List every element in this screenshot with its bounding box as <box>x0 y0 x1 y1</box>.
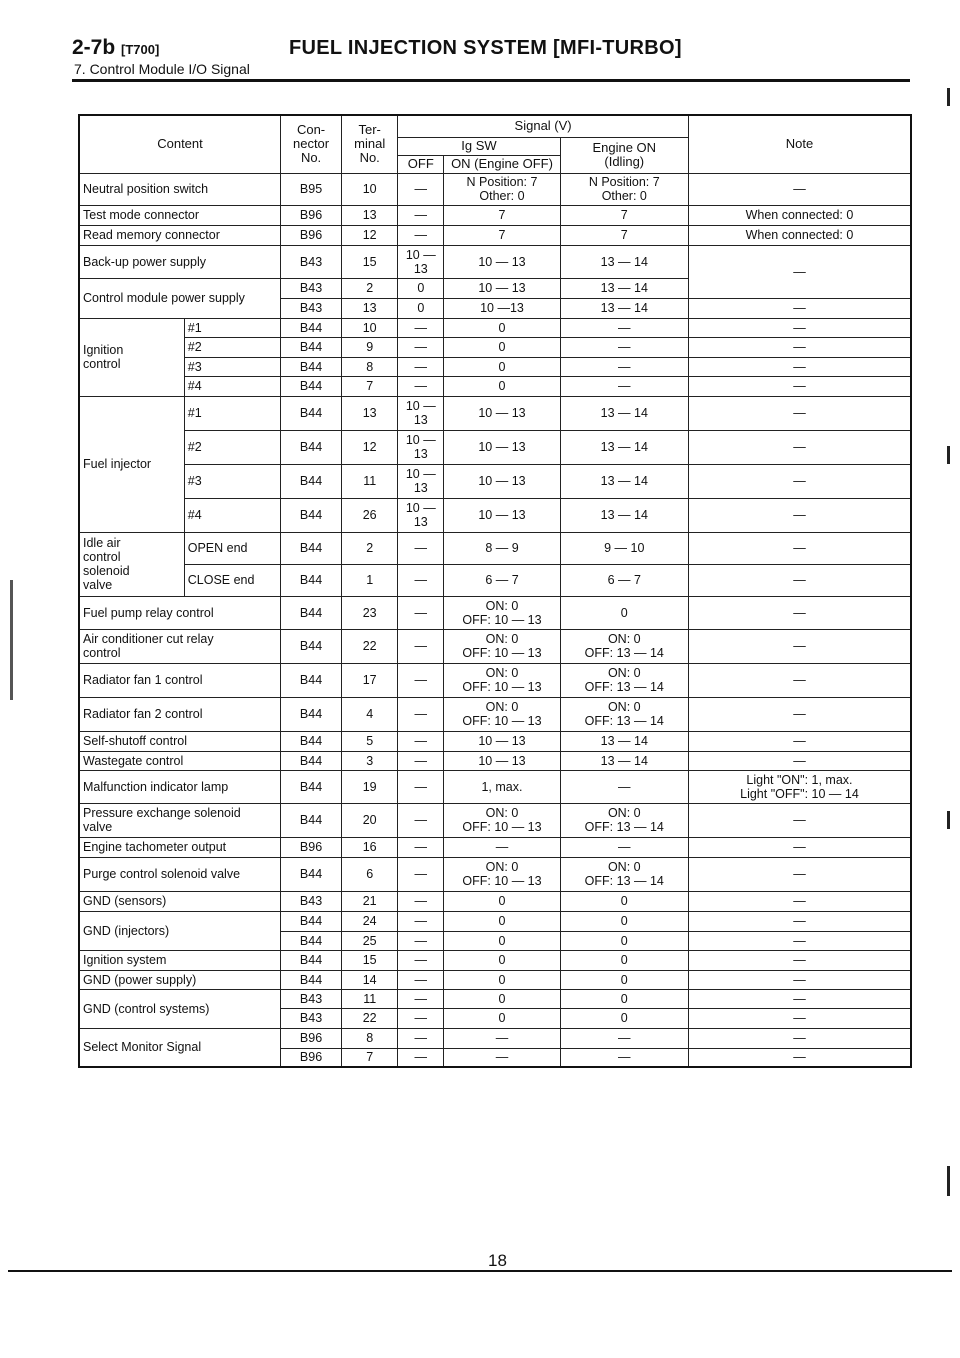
ig-on-cell: 0 <box>444 1008 560 1028</box>
ig-off-cell: 10 — 13 <box>398 245 444 278</box>
ig-off-cell: — <box>398 803 444 837</box>
note-cell: — <box>688 298 911 318</box>
header-connector: Con- nector No. <box>280 115 341 173</box>
ig-off-cell: — <box>398 911 444 931</box>
ig-on-cell: 7 <box>444 205 560 225</box>
ig-off-cell: — <box>398 1028 444 1048</box>
connector-cell: B44 <box>280 629 341 663</box>
terminal-cell: 7 <box>342 376 398 396</box>
terminal-cell: 10 <box>342 318 398 337</box>
note-cell: — <box>688 318 911 337</box>
connector-cell: B96 <box>280 1048 341 1067</box>
engine-on-cell: ON: 0 OFF: 13 — 14 <box>560 663 688 697</box>
connector-cell: B44 <box>280 596 341 629</box>
terminal-cell: 1 <box>342 564 398 596</box>
ig-on-cell: 10 — 13 <box>444 464 560 498</box>
table-row <box>79 357 911 376</box>
connector-cell: B44 <box>280 663 341 697</box>
engine-on-cell: 0 <box>560 891 688 911</box>
content-cell: Control module power supply <box>79 278 280 318</box>
ig-off-cell: — <box>398 751 444 770</box>
ig-off-cell: — <box>398 376 444 396</box>
ig-on-cell: 0 <box>444 931 560 950</box>
io-signal-table <box>78 114 912 1068</box>
note-cell: — <box>688 376 911 396</box>
ig-on-cell: ON: 0 OFF: 10 — 13 <box>444 596 560 629</box>
table-row <box>79 596 911 629</box>
table-row <box>79 911 911 931</box>
terminal-cell: 12 <box>342 225 398 245</box>
content-cell: Pressure exchange solenoid valve <box>79 803 280 837</box>
group-label: Fuel injector <box>79 396 184 532</box>
ig-on-cell: — <box>444 837 560 857</box>
sub-label: #1 <box>184 396 280 430</box>
engine-on-cell: 0 <box>560 931 688 950</box>
note-cell: — <box>688 396 911 430</box>
engine-on-cell: 13 — 14 <box>560 464 688 498</box>
note-cell: When connected: 0 <box>688 225 911 245</box>
ig-off-cell: 10 — 13 <box>398 498 444 532</box>
ig-off-cell: — <box>398 931 444 950</box>
sub-label: OPEN end <box>184 532 280 564</box>
ig-on-cell: 10 — 13 <box>444 498 560 532</box>
note-cell: — <box>688 532 911 564</box>
terminal-cell: 13 <box>342 298 398 318</box>
connector-cell: B96 <box>280 225 341 245</box>
ig-off-cell: — <box>398 318 444 337</box>
table-row <box>79 697 911 731</box>
engine-on-cell: ON: 0 OFF: 13 — 14 <box>560 857 688 891</box>
ig-off-cell: — <box>398 225 444 245</box>
scan-edge-mark <box>10 580 13 700</box>
note-cell: — <box>688 596 911 629</box>
note-cell: — <box>688 697 911 731</box>
table-row <box>79 245 911 278</box>
header-on-engine-off: ON (Engine OFF) <box>444 155 560 173</box>
note-cell: — <box>688 989 911 1008</box>
ig-off-cell: — <box>398 337 444 357</box>
ig-on-cell: 8 — 9 <box>444 532 560 564</box>
terminal-cell: 11 <box>342 464 398 498</box>
terminal-cell: 9 <box>342 337 398 357</box>
binder-mark <box>947 88 950 106</box>
header-terminal: Ter- minal No. <box>342 115 398 173</box>
page-title: FUEL INJECTION SYSTEM [MFI-TURBO] <box>289 37 682 59</box>
terminal-cell: 15 <box>342 245 398 278</box>
connector-cell: B43 <box>280 278 341 298</box>
engine-on-cell: — <box>560 1048 688 1067</box>
engine-on-cell: 0 <box>560 596 688 629</box>
terminal-cell: 11 <box>342 989 398 1008</box>
note-cell: — <box>688 931 911 950</box>
terminal-cell: 24 <box>342 911 398 931</box>
ig-off-cell: — <box>398 564 444 596</box>
binder-mark <box>947 1166 950 1196</box>
terminal-cell: 8 <box>342 1028 398 1048</box>
terminal-cell: 2 <box>342 532 398 564</box>
engine-on-cell: 0 <box>560 989 688 1008</box>
ig-on-cell: 6 — 7 <box>444 564 560 596</box>
table-row <box>79 337 911 357</box>
ig-on-cell: — <box>444 1028 560 1048</box>
table-row <box>79 731 911 751</box>
content-cell: Purge control solenoid valve <box>79 857 280 891</box>
note-cell: — <box>688 751 911 770</box>
table-row <box>79 663 911 697</box>
ig-on-cell: ON: 0 OFF: 10 — 13 <box>444 629 560 663</box>
terminal-cell: 23 <box>342 596 398 629</box>
table-row <box>79 498 911 532</box>
terminal-cell: 12 <box>342 430 398 464</box>
engine-on-cell: 0 <box>560 911 688 931</box>
group-label: Ignition control <box>79 318 184 396</box>
engine-on-cell: ON: 0 OFF: 13 — 14 <box>560 803 688 837</box>
table-row <box>79 629 911 663</box>
connector-cell: B43 <box>280 245 341 278</box>
engine-on-cell: 6 — 7 <box>560 564 688 596</box>
engine-on-cell: 13 — 14 <box>560 278 688 298</box>
connector-cell: B44 <box>280 770 341 803</box>
connector-cell: B44 <box>280 564 341 596</box>
table-row <box>79 532 911 564</box>
table-row <box>79 989 911 1008</box>
sub-label: #2 <box>184 337 280 357</box>
engine-on-cell: — <box>560 376 688 396</box>
note-cell: — <box>688 857 911 891</box>
connector-cell: B44 <box>280 376 341 396</box>
terminal-cell: 3 <box>342 751 398 770</box>
ig-off-cell: — <box>398 970 444 989</box>
ig-off-cell: — <box>398 697 444 731</box>
binder-mark <box>947 446 950 464</box>
ig-on-cell: 0 <box>444 337 560 357</box>
engine-on-cell: — <box>560 837 688 857</box>
content-cell: GND (control systems) <box>79 989 280 1028</box>
terminal-cell: 14 <box>342 970 398 989</box>
ig-off-cell: — <box>398 1048 444 1067</box>
header-rule <box>72 79 910 82</box>
connector-cell: B96 <box>280 837 341 857</box>
connector-cell: B96 <box>280 205 341 225</box>
ig-on-cell: 1, max. <box>444 770 560 803</box>
ig-on-cell: ON: 0 OFF: 10 — 13 <box>444 697 560 731</box>
table-row <box>79 837 911 857</box>
terminal-cell: 6 <box>342 857 398 891</box>
ig-off-cell: 0 <box>398 278 444 298</box>
terminal-cell: 20 <box>342 803 398 837</box>
ig-on-cell: 0 <box>444 318 560 337</box>
content-cell: Wastegate control <box>79 751 280 770</box>
connector-cell: B44 <box>280 464 341 498</box>
table-row <box>79 1028 911 1048</box>
ig-off-cell: — <box>398 950 444 970</box>
engine-on-cell: 13 — 14 <box>560 751 688 770</box>
ig-off-cell: — <box>398 663 444 697</box>
group-label: Idle air control solenoid valve <box>79 532 184 596</box>
ig-off-cell: — <box>398 731 444 751</box>
terminal-cell: 13 <box>342 396 398 430</box>
note-cell: — <box>688 663 911 697</box>
table-row <box>79 205 911 225</box>
connector-cell: B44 <box>280 337 341 357</box>
connector-cell: B44 <box>280 970 341 989</box>
note-cell: — <box>688 950 911 970</box>
engine-on-cell: — <box>560 770 688 803</box>
connector-cell: B43 <box>280 298 341 318</box>
ig-off-cell: — <box>398 173 444 205</box>
connector-cell: B44 <box>280 532 341 564</box>
sub-label: #4 <box>184 376 280 396</box>
ig-on-cell: 10 — 13 <box>444 430 560 464</box>
note-cell: — <box>688 891 911 911</box>
content-cell: GND (power supply) <box>79 970 280 989</box>
connector-cell: B44 <box>280 731 341 751</box>
connector-cell: B43 <box>280 1008 341 1028</box>
engine-on-cell: 13 — 14 <box>560 245 688 278</box>
terminal-cell: 10 <box>342 173 398 205</box>
engine-on-cell: — <box>560 357 688 376</box>
sub-label: #2 <box>184 430 280 464</box>
connector-cell: B44 <box>280 396 341 430</box>
header-off: OFF <box>398 155 444 173</box>
ig-on-cell: 0 <box>444 911 560 931</box>
terminal-cell: 26 <box>342 498 398 532</box>
ig-off-cell: 10 — 13 <box>398 396 444 430</box>
ig-off-cell: — <box>398 357 444 376</box>
engine-on-cell: 0 <box>560 1008 688 1028</box>
sub-label: #4 <box>184 498 280 532</box>
note-cell: — <box>688 731 911 751</box>
engine-on-cell: 0 <box>560 970 688 989</box>
engine-on-cell: 13 — 14 <box>560 731 688 751</box>
note-cell: — <box>688 498 911 532</box>
table-row <box>79 970 911 989</box>
header-content: Content <box>79 115 280 173</box>
section-code: 2-7b <box>72 36 116 59</box>
note-cell: — <box>688 837 911 857</box>
ig-on-cell: 7 <box>444 225 560 245</box>
note-cell: — <box>688 337 911 357</box>
note-cell: — <box>688 629 911 663</box>
content-cell: Ignition system <box>79 950 280 970</box>
connector-cell: B44 <box>280 498 341 532</box>
ig-off-cell: — <box>398 837 444 857</box>
engine-on-cell: ON: 0 OFF: 13 — 14 <box>560 697 688 731</box>
content-cell: Back-up power supply <box>79 245 280 278</box>
content-cell: Radiator fan 1 control <box>79 663 280 697</box>
terminal-cell: 17 <box>342 663 398 697</box>
connector-cell: B44 <box>280 931 341 950</box>
ig-off-cell: 0 <box>398 298 444 318</box>
terminal-cell: 21 <box>342 891 398 911</box>
content-cell: Self-shutoff control <box>79 731 280 751</box>
connector-cell: B44 <box>280 950 341 970</box>
ig-on-cell: 10 — 13 <box>444 396 560 430</box>
engine-on-cell: 7 <box>560 225 688 245</box>
terminal-cell: 22 <box>342 629 398 663</box>
footer-rule <box>8 1270 952 1272</box>
ig-off-cell: — <box>398 891 444 911</box>
ig-on-cell: 0 <box>444 357 560 376</box>
content-cell: Engine tachometer output <box>79 837 280 857</box>
content-cell: Select Monitor Signal <box>79 1028 280 1067</box>
ig-off-cell: 10 — 13 <box>398 464 444 498</box>
ig-on-cell: 10 —13 <box>444 298 560 318</box>
terminal-cell: 8 <box>342 357 398 376</box>
header-engine-on: Engine ON (Idling) <box>560 137 688 173</box>
terminal-cell: 22 <box>342 1008 398 1028</box>
connector-cell: B44 <box>280 318 341 337</box>
note-cell: Light "ON": 1, max. Light "OFF": 10 — 14 <box>688 770 911 803</box>
note-cell: — <box>688 357 911 376</box>
content-cell: Fuel pump relay control <box>79 596 280 629</box>
engine-on-cell: — <box>560 337 688 357</box>
content-cell: Air conditioner cut relay control <box>79 629 280 663</box>
section-number <box>72 36 159 60</box>
note-cell: — <box>688 1008 911 1028</box>
ig-off-cell: — <box>398 770 444 803</box>
engine-on-cell: 0 <box>560 950 688 970</box>
table-row <box>79 430 911 464</box>
note-cell: — <box>688 911 911 931</box>
table-row <box>79 857 911 891</box>
ig-off-cell: — <box>398 857 444 891</box>
connector-cell: B44 <box>280 751 341 770</box>
engine-on-cell: — <box>560 1028 688 1048</box>
header-ig-sw: Ig SW <box>398 137 560 155</box>
note-cell: — <box>688 464 911 498</box>
connector-cell: B96 <box>280 1028 341 1048</box>
ig-on-cell: — <box>444 1048 560 1067</box>
note-cell: — <box>688 245 911 298</box>
sub-label: #3 <box>184 464 280 498</box>
note-cell: — <box>688 1048 911 1067</box>
connector-cell: B44 <box>280 357 341 376</box>
model-code: [T700] <box>121 42 160 57</box>
table-row <box>79 950 911 970</box>
terminal-cell: 7 <box>342 1048 398 1067</box>
engine-on-cell: 7 <box>560 205 688 225</box>
ig-off-cell: — <box>398 532 444 564</box>
content-cell: Radiator fan 2 control <box>79 697 280 731</box>
ig-on-cell: 0 <box>444 989 560 1008</box>
ig-on-cell: 10 — 13 <box>444 278 560 298</box>
page-subtitle: 7. Control Module I/O Signal <box>74 61 250 77</box>
sub-label: #3 <box>184 357 280 376</box>
ig-on-cell: 10 — 13 <box>444 751 560 770</box>
ig-on-cell: ON: 0 OFF: 10 — 13 <box>444 857 560 891</box>
ig-on-cell: 0 <box>444 950 560 970</box>
content-cell: Read memory connector <box>79 225 280 245</box>
table-row <box>79 376 911 396</box>
table-row <box>79 803 911 837</box>
engine-on-cell: 13 — 14 <box>560 498 688 532</box>
ig-on-cell: ON: 0 OFF: 10 — 13 <box>444 663 560 697</box>
note-cell: When connected: 0 <box>688 205 911 225</box>
table-row <box>79 751 911 770</box>
sub-label: #1 <box>184 318 280 337</box>
connector-cell: B95 <box>280 173 341 205</box>
ig-off-cell: — <box>398 596 444 629</box>
connector-cell: B44 <box>280 697 341 731</box>
header-note: Note <box>688 115 911 173</box>
table-row <box>79 891 911 911</box>
ig-on-cell: 10 — 13 <box>444 731 560 751</box>
connector-cell: B43 <box>280 989 341 1008</box>
engine-on-cell: 13 — 14 <box>560 298 688 318</box>
table-row <box>79 564 911 596</box>
ig-off-cell: — <box>398 205 444 225</box>
header-signal: Signal (V) <box>398 115 689 137</box>
terminal-cell: 16 <box>342 837 398 857</box>
terminal-cell: 4 <box>342 697 398 731</box>
engine-on-cell: 13 — 14 <box>560 430 688 464</box>
terminal-cell: 2 <box>342 278 398 298</box>
table-row <box>79 396 911 430</box>
ig-off-cell: — <box>398 629 444 663</box>
connector-cell: B44 <box>280 430 341 464</box>
page-number: 18 <box>488 1251 507 1270</box>
table-row <box>79 225 911 245</box>
ig-off-cell: — <box>398 989 444 1008</box>
connector-cell: B44 <box>280 911 341 931</box>
table-row <box>79 770 911 803</box>
engine-on-cell: ON: 0 OFF: 13 — 14 <box>560 629 688 663</box>
ig-on-cell: N Position: 7 Other: 0 <box>444 173 560 205</box>
content-cell: GND (sensors) <box>79 891 280 911</box>
ig-off-cell: — <box>398 1008 444 1028</box>
ig-on-cell: 0 <box>444 891 560 911</box>
terminal-cell: 25 <box>342 931 398 950</box>
note-cell: — <box>688 803 911 837</box>
engine-on-cell: N Position: 7 Other: 0 <box>560 173 688 205</box>
sub-label: CLOSE end <box>184 564 280 596</box>
ig-on-cell: ON: 0 OFF: 10 — 13 <box>444 803 560 837</box>
ig-on-cell: 0 <box>444 970 560 989</box>
terminal-cell: 13 <box>342 205 398 225</box>
terminal-cell: 19 <box>342 770 398 803</box>
note-cell: — <box>688 1028 911 1048</box>
note-cell: — <box>688 564 911 596</box>
table-row <box>79 318 911 337</box>
table-row <box>79 173 911 205</box>
connector-cell: B43 <box>280 891 341 911</box>
engine-on-cell: — <box>560 318 688 337</box>
terminal-cell: 5 <box>342 731 398 751</box>
ig-on-cell: 10 — 13 <box>444 245 560 278</box>
ig-on-cell: 0 <box>444 376 560 396</box>
engine-on-cell: 9 — 10 <box>560 532 688 564</box>
binder-mark <box>947 811 950 829</box>
connector-cell: B44 <box>280 803 341 837</box>
content-cell: Test mode connector <box>79 205 280 225</box>
content-cell: GND (injectors) <box>79 911 280 950</box>
content-cell: Neutral position switch <box>79 173 280 205</box>
table-row <box>79 464 911 498</box>
note-cell: — <box>688 173 911 205</box>
terminal-cell: 15 <box>342 950 398 970</box>
note-cell: — <box>688 970 911 989</box>
ig-off-cell: 10 — 13 <box>398 430 444 464</box>
note-cell: — <box>688 430 911 464</box>
content-cell: Malfunction indicator lamp <box>79 770 280 803</box>
engine-on-cell: 13 — 14 <box>560 396 688 430</box>
connector-cell: B44 <box>280 857 341 891</box>
